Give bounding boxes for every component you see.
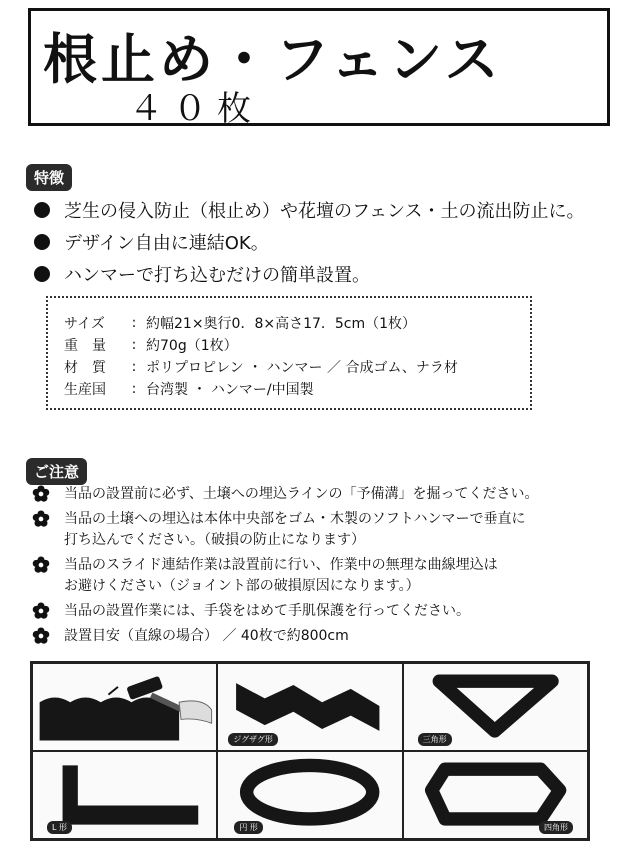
spec-label: 重 量 — [64, 338, 106, 354]
spec-value: 約70g（1枚） — [146, 338, 238, 354]
spec-value: 約幅21×奥行0．8×高さ17．5cm（1枚） — [146, 316, 417, 332]
installation-examples — [30, 661, 590, 841]
tile-label: 四角形 — [539, 821, 573, 834]
spec-box — [46, 296, 532, 410]
note-item: 設置目安（直線の場合） ／ 40枚で約800cm — [32, 626, 622, 647]
spec-row-material — [64, 356, 530, 378]
note-item: 当品のスライド連結作業は設置前に行い、作業中の無理な曲線埋込は お避けください（ジョイント部の破損原因になります。） — [32, 555, 622, 597]
tile-label: L 形 — [47, 821, 72, 834]
tile-label: 円 形 — [234, 821, 263, 834]
spec-value: ポリプロピレン ・ ハンマー ／ 合成ゴム、ナラ材 — [146, 360, 458, 376]
flower-icon — [32, 627, 50, 645]
example-circle — [217, 751, 402, 839]
feature-list — [34, 194, 624, 290]
spec-value: 台湾製 ・ ハンマー/中国製 — [146, 382, 314, 398]
flower-icon — [32, 485, 50, 503]
title-box — [28, 8, 610, 129]
spec-colon: : — [131, 315, 137, 331]
example-zigzag — [217, 663, 402, 751]
feature-item: デザイン自由に連結OK。 — [34, 226, 624, 258]
notes-list — [32, 484, 622, 651]
flower-icon — [32, 556, 50, 574]
tile-label: ジグザグ形 — [228, 733, 278, 746]
spec-row-origin — [64, 378, 530, 400]
note-item: 当品の設置作業には、手袋をはめて手肌保護を行ってください。 — [32, 601, 622, 622]
spec-colon: : — [131, 381, 137, 397]
spec-row-weight — [64, 334, 530, 356]
features-heading: 特徴 — [26, 164, 72, 191]
flower-icon — [32, 602, 50, 620]
spec-row-size — [64, 312, 530, 334]
hammer-install-illustration — [33, 664, 216, 750]
product-quantity: ４０枚 — [129, 89, 261, 129]
feature-item: 芝生の侵入防止（根止め）や花壇のフェンス・土の流出防止に。 — [34, 194, 624, 226]
flower-icon — [32, 510, 50, 528]
feature-item: ハンマーで打ち込むだけの簡単設置。 — [34, 258, 624, 290]
example-square — [403, 751, 588, 839]
bullet-icon — [34, 202, 50, 218]
tile-label: 三角形 — [418, 733, 452, 746]
example-l-shape — [32, 751, 217, 839]
bullet-icon — [34, 266, 50, 282]
bullet-icon — [34, 234, 50, 250]
spec-label: サイズ — [64, 316, 105, 332]
note-item: 当品の土壌への埋込は本体中央部をゴム・木製のソフトハンマーで垂直に 打ち込んでください。（破損の防止になります） — [32, 509, 622, 551]
product-title: 根止め・フェンス — [43, 28, 503, 91]
spec-colon: : — [131, 337, 137, 353]
example-triangle — [403, 663, 588, 751]
notes-heading: ご注意 — [26, 458, 87, 485]
spec-label: 生産国 — [64, 382, 106, 398]
note-item: 当品の設置前に必ず、土壌への埋込ラインの「予備溝」を掘ってください。 — [32, 484, 622, 505]
spec-label: 材 質 — [64, 360, 106, 376]
spec-colon: : — [131, 359, 137, 375]
example-hammer-install — [32, 663, 217, 751]
